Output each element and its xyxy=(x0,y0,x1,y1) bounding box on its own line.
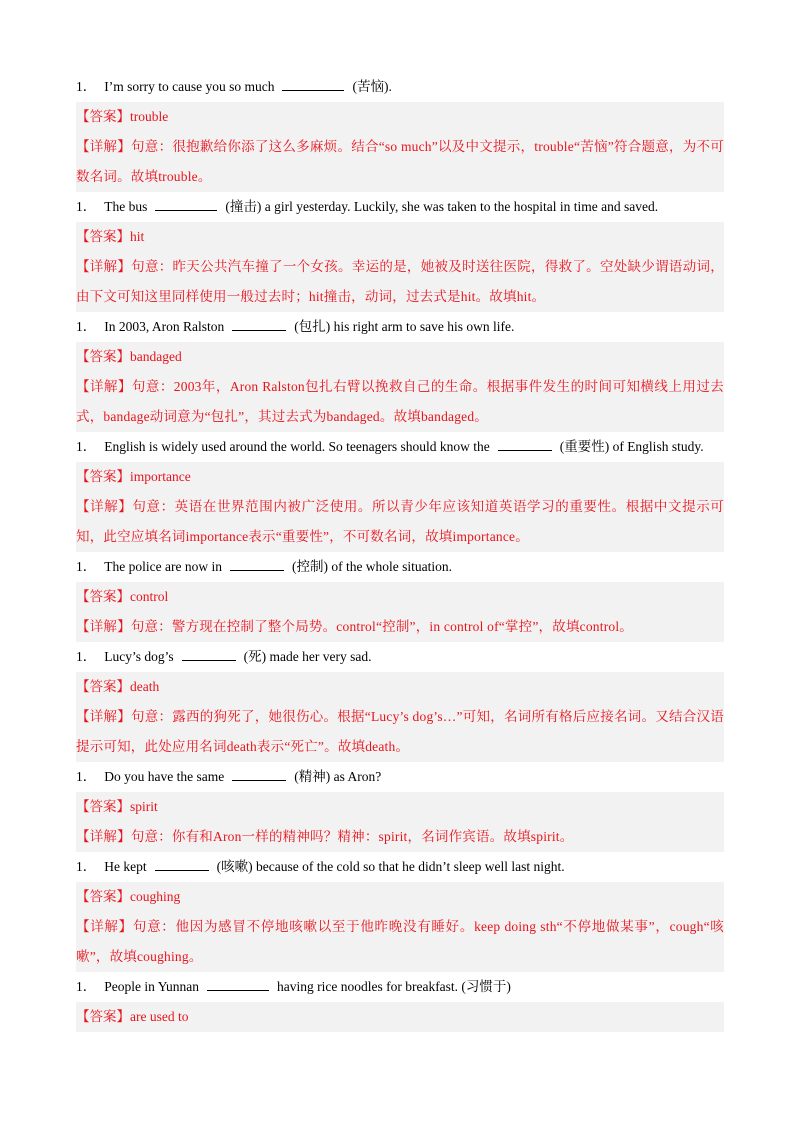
answer-text: spirit xyxy=(130,799,158,814)
detail-text: 句意：露西的狗死了，她很伤心。根据“Lucy’s dog’s…”可知，名词所有格后应接名词。又结合汉语提示可知，此处应用名词death表示“死亡”。故填death。 xyxy=(76,709,724,754)
answer-line xyxy=(76,462,724,492)
answer-line xyxy=(76,1002,724,1032)
explanation xyxy=(76,612,724,642)
question-number: 1． xyxy=(76,769,97,784)
answer-line xyxy=(76,882,724,912)
worksheet xyxy=(76,72,724,1032)
question-text-after: (苦恼). xyxy=(352,79,392,94)
answer-blank xyxy=(182,647,236,661)
question-line xyxy=(76,312,724,342)
answer-text: hit xyxy=(130,229,145,244)
detail-tag: 【详解】 xyxy=(76,259,132,274)
answer-line xyxy=(76,342,724,372)
answer-tag: 【答案】 xyxy=(76,589,130,604)
question-text-after: (撞击) a girl yesterday. Luckily, she was taken to the hospital in time and saved. xyxy=(225,199,659,214)
detail-text: 句意：他因为感冒不停地咳嗽以至于他昨晚没有睡好。keep doing sth“不停地做某事”，cough“咳嗽”，故填coughing。 xyxy=(76,919,724,964)
question-text-after: (死) made her very sad. xyxy=(243,649,372,664)
question-text-before: The police are now in xyxy=(104,559,222,574)
explanation xyxy=(76,132,724,192)
solution-box xyxy=(76,462,724,552)
question-text-before: I’m sorry to cause you so much xyxy=(104,79,275,94)
detail-text: 句意：英语在世界范围内被广泛使用。所以青少年应该知道英语学习的重要性。根据中文提示可知，此空应填名词importance表示“重要性”，不可数名词，故填importance。 xyxy=(76,499,724,544)
answer-tag: 【答案】 xyxy=(76,799,130,814)
detail-tag: 【详解】 xyxy=(76,829,131,844)
answer-blank xyxy=(232,317,286,331)
answer-blank xyxy=(207,977,269,991)
solution-box xyxy=(76,582,724,642)
exercise-item xyxy=(76,312,724,432)
exercise-item xyxy=(76,432,724,552)
detail-tag: 【详解】 xyxy=(76,919,133,934)
detail-text: 句意：昨天公共汽车撞了一个女孩。幸运的是，她被及时送往医院，得救了。空处缺少谓语动词，由下文可知这里同样使用一般过去时；hit撞击，动词，过去式是hit。故填hit。 xyxy=(76,259,724,304)
question-text-before: He kept xyxy=(104,859,147,874)
question-number: 1． xyxy=(76,79,97,94)
question-line xyxy=(76,72,724,102)
exercise-item xyxy=(76,642,724,762)
detail-tag: 【详解】 xyxy=(76,139,132,154)
solution-box xyxy=(76,342,724,432)
question-text-before: People in Yunnan xyxy=(104,979,199,994)
explanation xyxy=(76,822,724,852)
detail-tag: 【详解】 xyxy=(76,379,132,394)
detail-text: 句意：2003年，Aron Ralston包扎右臂以挽救自己的生命。根据事件发生的时间可知横线上用过去式，bandage动词意为“包扎”，其过去式为bandaged。故填bandaged。 xyxy=(76,379,724,424)
detail-text: 句意：警方现在控制了整个局势。control“控制”，in control of“掌控”，故填control。 xyxy=(130,619,633,634)
question-number: 1． xyxy=(76,559,97,574)
answer-blank xyxy=(232,767,286,781)
answer-text: trouble xyxy=(130,109,169,124)
explanation xyxy=(76,372,724,432)
answer-line xyxy=(76,672,724,702)
question-text-before: Do you have the same xyxy=(104,769,225,784)
exercise-item xyxy=(76,762,724,852)
answer-line xyxy=(76,222,724,252)
explanation xyxy=(76,252,724,312)
answer-blank xyxy=(230,557,284,571)
solution-box xyxy=(76,672,724,762)
answer-tag: 【答案】 xyxy=(76,1009,130,1024)
detail-text: 句意：你有和Aron一样的精神吗？精神：spirit，名词作宾语。故填spirit。 xyxy=(130,829,574,844)
question-text-after: (咳嗽) because of the cold so that he didn’t sleep well last night. xyxy=(216,859,565,874)
explanation xyxy=(76,912,724,972)
question-line xyxy=(76,192,724,222)
question-number: 1． xyxy=(76,319,97,334)
answer-tag: 【答案】 xyxy=(76,889,130,904)
answer-text: bandaged xyxy=(130,349,182,364)
detail-tag: 【详解】 xyxy=(76,619,131,634)
question-number: 1． xyxy=(76,439,97,454)
question-text-after: (包扎) his right arm to save his own life. xyxy=(294,319,515,334)
question-number: 1． xyxy=(76,199,97,214)
question-line xyxy=(76,852,724,882)
answer-text: control xyxy=(130,589,169,604)
answer-tag: 【答案】 xyxy=(76,469,130,484)
question-text-before: In 2003, Aron Ralston xyxy=(104,319,225,334)
solution-box xyxy=(76,1002,724,1032)
solution-box xyxy=(76,792,724,852)
detail-tag: 【详解】 xyxy=(76,709,132,724)
solution-box xyxy=(76,102,724,192)
solution-box xyxy=(76,222,724,312)
question-text-before: English is widely used around the world. So teenagers should know the xyxy=(104,439,490,454)
question-number: 1． xyxy=(76,979,97,994)
question-text-after: (控制) of the whole situation. xyxy=(291,559,453,574)
detail-tag: 【详解】 xyxy=(76,499,133,514)
exercise-item xyxy=(76,552,724,642)
exercise-item xyxy=(76,972,724,1032)
question-line xyxy=(76,642,724,672)
answer-blank xyxy=(155,197,217,211)
detail-text: 句意：很抱歉给你添了这么多麻烦。结合“so much”以及中文提示，trouble“苦恼”符合题意，为不可数名词。故填trouble。 xyxy=(76,139,724,184)
question-line xyxy=(76,552,724,582)
exercise-item xyxy=(76,852,724,972)
answer-line xyxy=(76,792,724,822)
question-text-before: The bus xyxy=(104,199,148,214)
question-line xyxy=(76,762,724,792)
answer-line xyxy=(76,102,724,132)
exercise-item xyxy=(76,192,724,312)
question-number: 1． xyxy=(76,859,97,874)
question-line xyxy=(76,432,724,462)
answer-text: importance xyxy=(130,469,191,484)
answer-text: coughing xyxy=(130,889,181,904)
answer-tag: 【答案】 xyxy=(76,679,130,694)
exercise-item xyxy=(76,72,724,192)
question-text-after: (精神) as Aron? xyxy=(294,769,382,784)
solution-box xyxy=(76,882,724,972)
question-line xyxy=(76,972,724,1002)
question-text-after: having rice noodles for breakfast. (习惯于) xyxy=(277,979,511,994)
answer-tag: 【答案】 xyxy=(76,109,130,124)
explanation xyxy=(76,492,724,552)
answer-blank xyxy=(155,857,209,871)
answer-tag: 【答案】 xyxy=(76,229,130,244)
question-text-after: (重要性) of English study. xyxy=(559,439,704,454)
answer-tag: 【答案】 xyxy=(76,349,130,364)
question-number: 1． xyxy=(76,649,97,664)
question-text-before: Lucy’s dog’s xyxy=(104,649,174,664)
answer-text: death xyxy=(130,679,160,694)
answer-blank xyxy=(282,77,344,91)
answer-line xyxy=(76,582,724,612)
answer-text: are used to xyxy=(130,1009,189,1024)
explanation xyxy=(76,702,724,762)
answer-blank xyxy=(498,437,552,451)
